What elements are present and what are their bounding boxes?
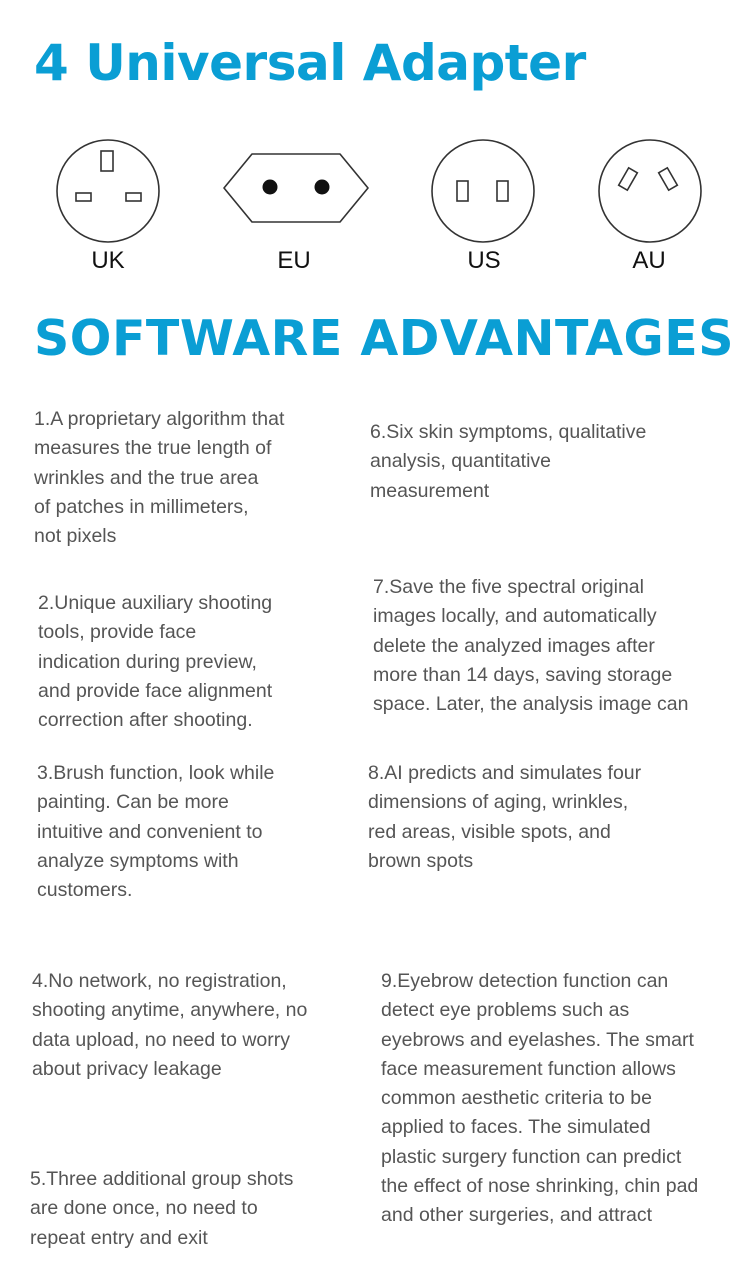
advantage-3: 3.Brush function, look while painting. Can be more intuitive and convenient to analyze symptoms with customers. bbox=[37, 762, 275, 902]
plug-label-eu: EU bbox=[277, 247, 311, 274]
plug-label-au: AU bbox=[632, 247, 666, 274]
software-title: SOFTWARE ADVANTAGES bbox=[34, 310, 735, 367]
eu-plug-icon bbox=[222, 152, 370, 224]
uk-plug-icon bbox=[55, 139, 163, 245]
us-plug-icon bbox=[430, 139, 538, 245]
au-plug-icon bbox=[597, 139, 705, 245]
advantage-2: 2.Unique auxiliary shooting tools, provide face indication during preview, and provide face alignment correction after shooting. bbox=[38, 592, 273, 732]
adapter-title: 4 Universal Adapter bbox=[34, 34, 586, 92]
advantage-7: 7.Save the five spectral original images locally, and automatically delete the analyzed images after more than 14 days, saving storage space. Later, the analysis image can bbox=[373, 576, 689, 716]
advantage-4: 4.No network, no registration, shooting anytime, anywhere, no data upload, no need to worry about privacy leakage bbox=[32, 970, 308, 1080]
advantage-6: 6.Six skin symptoms, qualitative analysis, quantitative measurement bbox=[370, 421, 647, 502]
advantage-5: 5.Three additional group shots are done once, no need to repeat entry and exit bbox=[30, 1168, 294, 1249]
plug-label-uk: UK bbox=[91, 247, 125, 274]
advantage-8: 8.AI predicts and simulates four dimensions of aging, wrinkles, red areas, visible spots, and brown spots bbox=[368, 762, 642, 872]
advantage-1: 1.A proprietary algorithm that measures the true length of wrinkles and the true area of patches in millimeters, not pixels bbox=[34, 408, 285, 548]
advantage-9: 9.Eyebrow detection function can detect eye problems such as eyebrows and eyelashes. The smart face measurement function allows common aesthetic criteria to be applied to faces. The simulated plastic surgery function can predict the effect of nose shrinking, chin pad and other surgeries, and attract bbox=[381, 970, 699, 1227]
plug-label-us: US bbox=[467, 247, 501, 274]
